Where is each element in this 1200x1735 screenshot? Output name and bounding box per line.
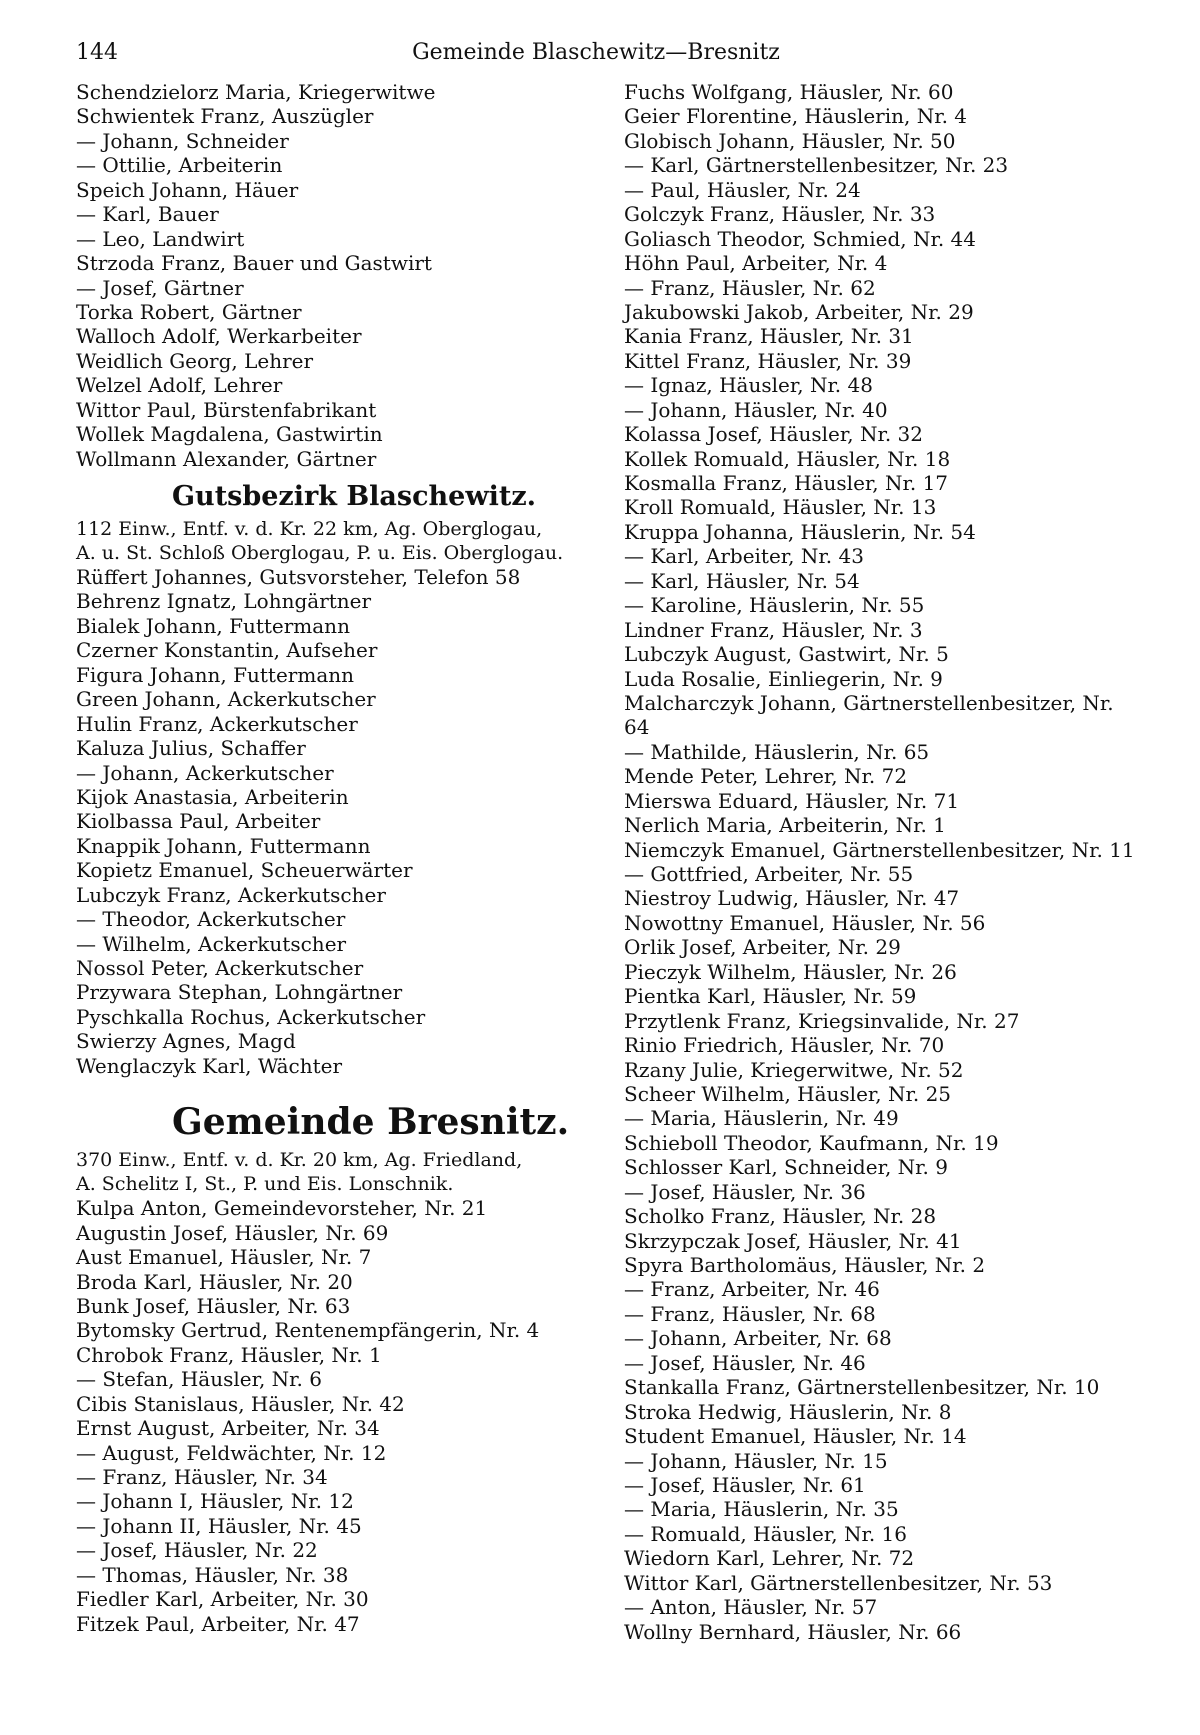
section-title-bresnitz: Gemeinde Bresnitz. xyxy=(172,1101,570,1144)
list-item: Wollny Bernhard, Häusler, Nr. 66 xyxy=(624,1619,962,1644)
list-item: Niestroy Ludwig, Häusler, Nr. 47 xyxy=(624,886,960,911)
list-item: Bytomsky Gertrud, Rentenempfängerin, Nr. 4 xyxy=(76,1318,540,1343)
list-item: Rzany Julie, Kriegerwitwe, Nr. 52 xyxy=(624,1057,964,1082)
list-item: Luda Rosalie, Einliegerin, Nr. 9 xyxy=(624,666,943,691)
page-header xyxy=(76,40,1116,72)
list-item: Spyra Bartholomäus, Häusler, Nr. 2 xyxy=(624,1253,986,1278)
list-item: — Johann, Arbeiter, Nr. 68 xyxy=(624,1326,892,1351)
list-item: Goliasch Theodor, Schmied, Nr. 44 xyxy=(624,226,976,251)
section-info-line: 370 Einw., Entf. v. d. Kr. 20 km, Ag. Friedland, xyxy=(76,1149,523,1172)
list-item: Ernst August, Arbeiter, Nr. 34 xyxy=(76,1416,380,1441)
list-item: Nowottny Emanuel, Häusler, Nr. 56 xyxy=(624,910,986,935)
list-item: Kaluza Julius, Schaffer xyxy=(76,736,306,761)
list-item: Kopietz Emanuel, Scheuerwärter xyxy=(76,858,413,883)
list-item: Schendzielorz Maria, Kriegerwitwe xyxy=(76,80,436,104)
list-item: Orlik Josef, Arbeiter, Nr. 29 xyxy=(624,935,901,960)
list-item: Welzel Adolf, Lehrer xyxy=(76,373,283,398)
right-column xyxy=(624,80,1144,1644)
list-item: Lindner Franz, Häusler, Nr. 3 xyxy=(624,617,923,642)
list-item: Knappik Johann, Futtermann xyxy=(76,833,371,858)
list-item: — Karl, Bauer xyxy=(76,202,219,227)
list-item: Bunk Josef, Häusler, Nr. 63 xyxy=(76,1293,351,1318)
list-item: Figura Johann, Futtermann xyxy=(76,662,355,687)
list-item: Schlosser Karl, Schneider, Nr. 9 xyxy=(624,1155,948,1180)
list-item: Kijok Anastasia, Arbeiterin xyxy=(76,784,349,809)
list-item: — Franz, Arbeiter, Nr. 46 xyxy=(624,1277,880,1302)
list-item: Scheer Wilhelm, Häusler, Nr. 25 xyxy=(624,1081,952,1106)
list-item: Geier Florentine, Häuslerin, Nr. 4 xyxy=(624,104,968,129)
list-item: — Josef, Gärtner xyxy=(76,275,244,300)
page-number: 144 xyxy=(76,40,118,65)
list-item: Fitzek Paul, Arbeiter, Nr. 47 xyxy=(76,1611,360,1636)
section-info-line: A. u. St. Schloß Oberglogau, P. u. Eis. Oberglogau. xyxy=(76,542,564,564)
list-item: Czerner Konstantin, Aufseher xyxy=(76,638,378,663)
list-item: Fiedler Karl, Arbeiter, Nr. 30 xyxy=(76,1587,369,1612)
list-item: — Ottilie, Arbeiterin xyxy=(76,153,283,178)
list-item: — Johann, Ackerkutscher xyxy=(76,760,334,785)
left-column xyxy=(76,80,581,1636)
section-info-line: A. Schelitz I, St., P. und Eis. Lonschnik. xyxy=(76,1173,454,1196)
list-item: — Josef, Häusler, Nr. 36 xyxy=(624,1179,866,1204)
list-item: Torka Robert, Gärtner xyxy=(76,299,302,324)
list-item: Scholko Franz, Häusler, Nr. 28 xyxy=(624,1204,937,1229)
list-item: Jakubowski Jakob, Arbeiter, Nr. 29 xyxy=(624,299,974,324)
list-item: Pieczyk Wilhelm, Häusler, Nr. 26 xyxy=(624,959,957,984)
list-item: — Mathilde, Häuslerin, Nr. 65 xyxy=(624,739,930,764)
list-item: Kittel Franz, Häusler, Nr. 39 xyxy=(624,348,912,373)
list-item: — Romuald, Häusler, Nr. 16 xyxy=(624,1521,907,1546)
section-title-gutsbezirk: Gutsbezirk Blaschewitz. xyxy=(172,481,537,512)
entry-list-top xyxy=(76,80,581,471)
list-item: Aust Emanuel, Häusler, Nr. 7 xyxy=(76,1245,372,1270)
list-item: Kollek Romuald, Häusler, Nr. 18 xyxy=(624,446,951,471)
list-item: — Karl, Gärtnerstellenbesitzer, Nr. 23 xyxy=(624,153,1009,178)
list-item: Schieboll Theodor, Kaufmann, Nr. 19 xyxy=(624,1130,999,1155)
list-item: — Johann, Häusler, Nr. 15 xyxy=(624,1448,888,1473)
list-item: — Ignaz, Häusler, Nr. 48 xyxy=(624,373,873,398)
list-item: — Franz, Häusler, Nr. 34 xyxy=(76,1465,328,1489)
list-item: — Gottfried, Arbeiter, Nr. 55 xyxy=(624,862,914,887)
section-info-line: 112 Einw., Entf. v. d. Kr. 22 km, Ag. Oberglogau, xyxy=(76,518,543,540)
list-item: Kania Franz, Häusler, Nr. 31 xyxy=(624,324,914,349)
list-item: Augustin Josef, Häusler, Nr. 69 xyxy=(76,1220,389,1245)
list-item: Golczyk Franz, Häusler, Nr. 33 xyxy=(624,202,936,227)
list-item: Kruppa Johanna, Häuslerin, Nr. 54 xyxy=(624,519,976,544)
list-item: Behrenz Ignatz, Lohngärtner xyxy=(76,589,372,614)
list-item: Wiedorn Karl, Lehrer, Nr. 72 xyxy=(624,1546,915,1571)
list-item: — Wilhelm, Ackerkutscher xyxy=(76,931,347,956)
list-item: Niemczyk Emanuel, Gärtnerstellenbesitzer, Nr. 11 xyxy=(624,837,1135,862)
entry-list-bresnitz-left xyxy=(76,1196,581,1636)
list-item: Weidlich Georg, Lehrer xyxy=(76,348,314,373)
list-item: Green Johann, Ackerkutscher xyxy=(76,687,376,712)
list-item: Malcharczyk Johann, Gärtnerstellenbesitzer, Nr. 64 xyxy=(624,690,1114,740)
list-item: Kiolbassa Paul, Arbeiter xyxy=(76,809,321,834)
list-item: Wenglaczyk Karl, Wächter xyxy=(76,1053,343,1078)
list-item: Strzoda Franz, Bauer und Gastwirt xyxy=(76,251,432,276)
list-item: Przywara Stephan, Lohngärtner xyxy=(76,980,403,1005)
list-item: Kosmalla Franz, Häusler, Nr. 17 xyxy=(624,471,949,495)
list-item: Lubczyk August, Gastwirt, Nr. 5 xyxy=(624,642,949,667)
list-item: — Maria, Häuslerin, Nr. 49 xyxy=(624,1106,899,1131)
list-item: Wittor Paul, Bürstenfabrikant xyxy=(76,397,377,422)
list-item: — Johann, Schneider xyxy=(76,128,289,153)
list-item: — Josef, Häusler, Nr. 46 xyxy=(624,1350,866,1375)
list-item: — Josef, Häusler, Nr. 22 xyxy=(76,1538,318,1563)
list-item: — August, Feldwächter, Nr. 12 xyxy=(76,1440,387,1465)
list-item: — Franz, Häusler, Nr. 62 xyxy=(624,275,876,300)
list-item: Walloch Adolf, Werkarbeiter xyxy=(76,324,362,349)
running-title: Gemeinde Blaschewitz—Bresnitz xyxy=(412,40,780,65)
list-item: Pyschkalla Rochus, Ackerkutscher xyxy=(76,1004,426,1029)
list-item: Student Emanuel, Häusler, Nr. 14 xyxy=(624,1424,967,1449)
list-item: Nossol Peter, Ackerkutscher xyxy=(76,956,364,980)
list-item: — Karl, Arbeiter, Nr. 43 xyxy=(624,544,864,569)
list-item: Kulpa Anton, Gemeindevorsteher, Nr. 21 xyxy=(76,1196,488,1221)
list-item: — Paul, Häusler, Nr. 24 xyxy=(624,177,861,202)
list-item: Broda Karl, Häusler, Nr. 20 xyxy=(76,1269,353,1294)
list-item: Pientka Karl, Häusler, Nr. 59 xyxy=(624,984,917,1009)
list-item: Przytlenk Franz, Kriegsinvalide, Nr. 27 xyxy=(624,1008,1020,1033)
list-item: Mende Peter, Lehrer, Nr. 72 xyxy=(624,764,908,789)
list-item: Wittor Karl, Gärtnerstellenbesitzer, Nr. 53 xyxy=(624,1570,1053,1595)
list-item: Mierswa Eduard, Häusler, Nr. 71 xyxy=(624,788,960,813)
list-item: — Anton, Häusler, Nr. 57 xyxy=(624,1595,878,1620)
list-item: Globisch Johann, Häusler, Nr. 50 xyxy=(624,128,956,153)
list-item: — Karoline, Häuslerin, Nr. 55 xyxy=(624,593,925,618)
list-item: — Theodor, Ackerkutscher xyxy=(76,907,346,932)
list-item: Schwientek Franz, Auszügler xyxy=(76,104,374,129)
list-item: — Franz, Häusler, Nr. 68 xyxy=(624,1301,876,1326)
list-item: Fuchs Wolfgang, Häusler, Nr. 60 xyxy=(624,80,954,104)
list-item: Wollmann Alexander, Gärtner xyxy=(76,446,377,471)
list-item: Skrzypczak Josef, Häusler, Nr. 41 xyxy=(624,1228,962,1253)
list-item: Swierzy Agnes, Magd xyxy=(76,1029,296,1054)
list-item: Kroll Romuald, Häusler, Nr. 13 xyxy=(624,495,937,520)
list-item: — Stefan, Häusler, Nr. 6 xyxy=(76,1367,322,1392)
entry-list-bresnitz-right xyxy=(624,80,1144,1644)
list-item: — Maria, Häuslerin, Nr. 35 xyxy=(624,1497,899,1522)
list-item: Wollek Magdalena, Gastwirtin xyxy=(76,422,383,447)
list-item: — Johann, Häusler, Nr. 40 xyxy=(624,397,888,422)
list-item: Höhn Paul, Arbeiter, Nr. 4 xyxy=(624,251,888,276)
list-item: Bialek Johann, Futtermann xyxy=(76,613,350,638)
list-item: — Johann I, Häusler, Nr. 12 xyxy=(76,1489,354,1514)
list-item: — Leo, Landwirt xyxy=(76,226,245,251)
list-item: Hulin Franz, Ackerkutscher xyxy=(76,711,358,736)
list-item: Rinio Friedrich, Häusler, Nr. 70 xyxy=(624,1033,945,1058)
list-item: — Karl, Häusler, Nr. 54 xyxy=(624,568,860,593)
list-item: Kolassa Josef, Häusler, Nr. 32 xyxy=(624,422,923,447)
list-item: Stankalla Franz, Gärtnerstellenbesitzer, Nr. 10 xyxy=(624,1375,1100,1400)
list-item: — Josef, Häusler, Nr. 61 xyxy=(624,1472,866,1497)
list-item: — Johann II, Häusler, Nr. 45 xyxy=(76,1513,362,1538)
list-item: Chrobok Franz, Häusler, Nr. 1 xyxy=(76,1342,382,1367)
list-item: Nerlich Maria, Arbeiterin, Nr. 1 xyxy=(624,813,946,838)
list-item: — Thomas, Häusler, Nr. 38 xyxy=(76,1562,349,1587)
entry-list-gutsbezirk xyxy=(76,565,581,1078)
list-item: Lubczyk Franz, Ackerkutscher xyxy=(76,882,386,907)
list-item: Speich Johann, Häuer xyxy=(76,177,299,202)
list-item: Cibis Stanislaus, Häusler, Nr. 42 xyxy=(76,1391,405,1416)
list-item: Stroka Hedwig, Häuslerin, Nr. 8 xyxy=(624,1399,952,1424)
list-item: Rüffert Johannes, Gutsvorsteher, Telefon 58 xyxy=(76,565,521,589)
